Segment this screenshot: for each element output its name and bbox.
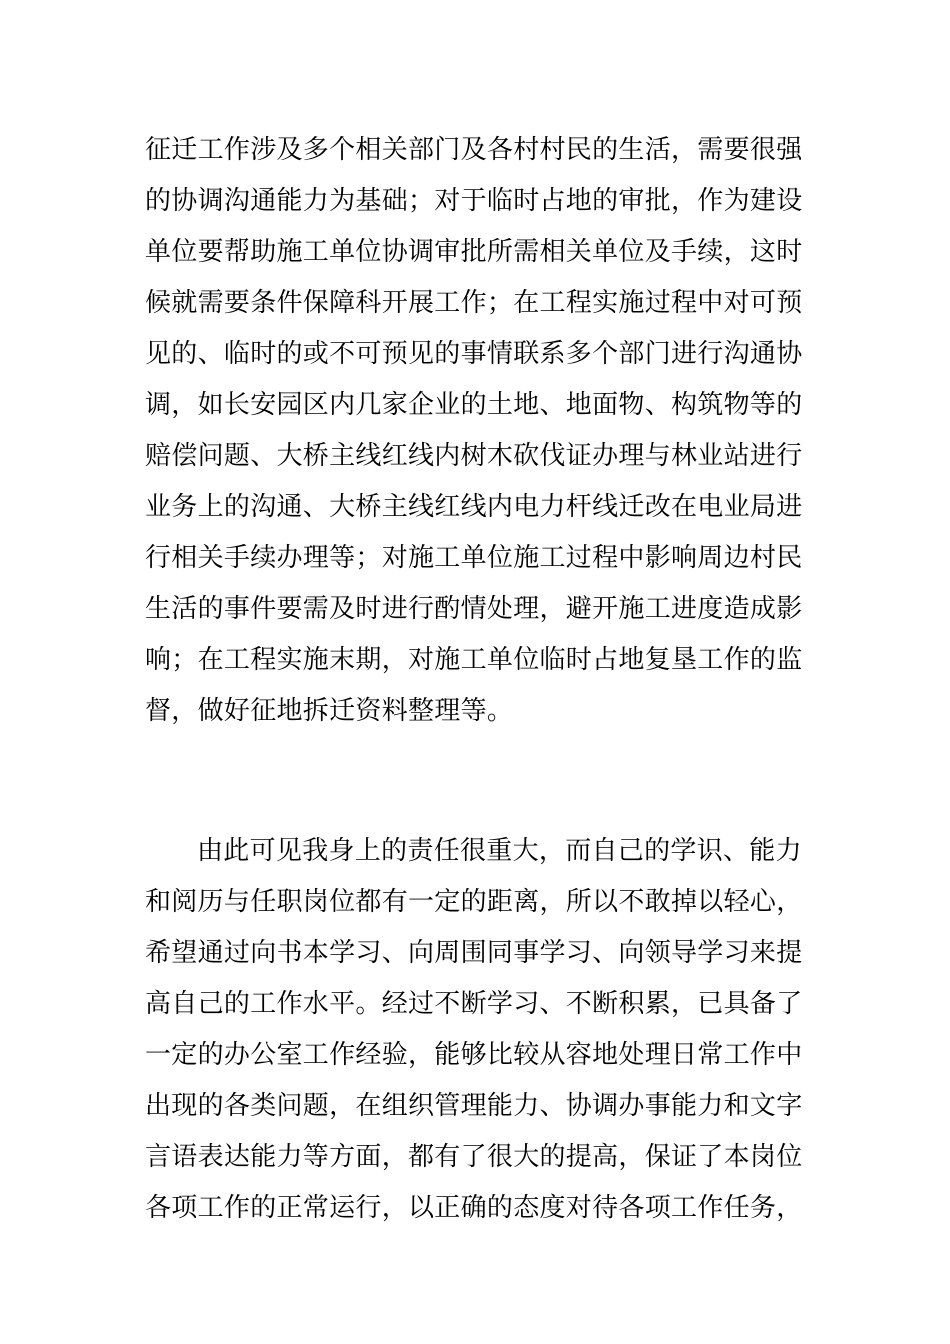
text-line: 见的、临时的或不可预见的事情联系多个部门进行沟通协 — [145, 339, 803, 369]
text-line: 响；在工程实施末期，对施工单位临时占地复垦工作的监 — [145, 645, 803, 675]
text-line: 言语表达能力等方面，都有了很大的提高，保证了本岗位 — [145, 1142, 803, 1172]
text-line: 一定的办公室工作经验，能够比较从容地处理日常工作中 — [145, 1040, 803, 1070]
text-line: 由此可见我身上的责任很重大，而自己的学识、能力 — [197, 836, 802, 866]
text-line: 候就需要条件保障科开展工作；在工程实施过程中对可预 — [145, 288, 803, 318]
text-line: 业务上的沟通、大桥主线红线内电力杆线迁改在电业局进 — [145, 492, 803, 522]
text-line: 生活的事件要需及时进行酌情处理，避开施工进度造成影 — [145, 594, 803, 624]
text-line: 和阅历与任职岗位都有一定的距离，所以不敢掉以轻心， — [145, 887, 803, 917]
text-line: 督，做好征地拆迁资料整理等。 — [145, 696, 514, 726]
text-line: 行相关手续办理等；对施工单位施工过程中影响周边村民 — [145, 543, 803, 573]
text-line: 单位要帮助施工单位协调审批所需相关单位及手续，这时 — [145, 237, 803, 267]
text-line: 高自己的工作水平。经过不断学习、不断积累，已具备了 — [145, 989, 803, 1019]
text-line: 的协调沟通能力为基础；对于临时占地的审批，作为建设 — [145, 186, 803, 216]
text-line: 出现的各类问题，在组织管理能力、协调办事能力和文字 — [145, 1091, 803, 1121]
text-line: 希望通过向书本学习、向周围同事学习、向领导学习来提 — [145, 938, 803, 968]
text-line: 赔偿问题、大桥主线红线内树木砍伐证办理与林业站进行 — [145, 441, 803, 471]
text-line: 各项工作的正常运行，以正确的态度对待各项工作任务， — [145, 1193, 803, 1223]
text-line: 征迁工作涉及多个相关部门及各村村民的生活，需要很强 — [145, 135, 803, 165]
text-line: 调，如长安园区内几家企业的土地、地面物、构筑物等的 — [145, 390, 803, 420]
